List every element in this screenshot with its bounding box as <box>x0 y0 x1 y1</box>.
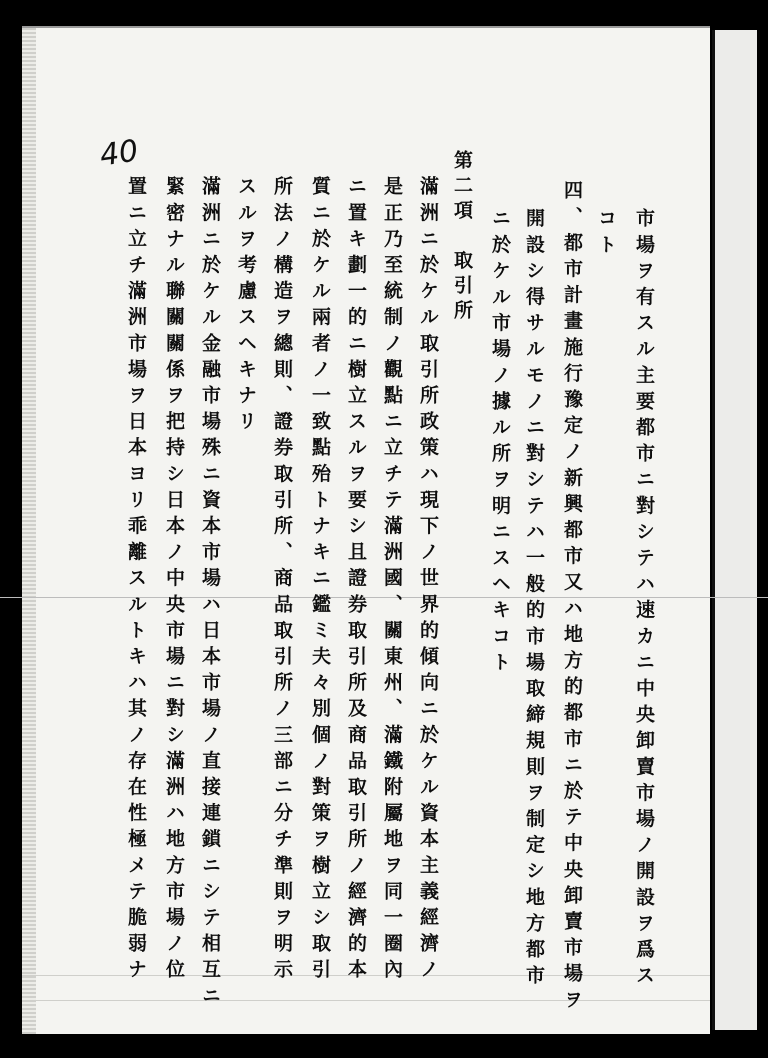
text-column-3: 四、都市計畫施行豫定ノ新興都市又ハ地方的都市ニ於テ中央卸賣市場ヲ <box>561 180 583 1016</box>
text-column-14: 緊密ナル聯關關係ヲ把持シ日本ノ中央市場ニ對シ滿洲ハ地方市場ノ位 <box>163 176 185 986</box>
adjacent-page-edge <box>712 30 757 1030</box>
text-column-7: 滿洲ニ於ケル取引所政策ハ現下ノ世界的傾向ニ於ケル資本主義經濟ノ <box>417 176 439 986</box>
page-number: 40 <box>97 133 141 174</box>
text-column-4: 開設シ得サルモノニ對シテハ一般的市場取締規則ヲ制定シ地方都市 <box>523 208 545 991</box>
section-heading: 第二項 取引所 <box>451 150 473 325</box>
text-column-15: 置ニ立チ滿洲市場ヲ日本ヨリ乖離スルトキハ其ノ存在性極メテ脆弱ナ <box>125 176 147 986</box>
text-column-12: スルヲ考慮スヘキナリ <box>235 176 257 437</box>
text-column-8: 是正乃至統制ノ觀點ニ立チテ滿洲國、關東州、滿鐵附屬地ヲ同一圈內 <box>381 176 403 986</box>
text-column-11: 所法ノ構造ヲ總則、證券取引所、商品取引所ノ三部ニ分チ準則ヲ明示 <box>271 176 293 986</box>
text-column-13: 滿洲ニ於ケル金融市場殊ニ資本市場ハ日本市場ノ直接連鎖ニシテ相互ニ <box>199 176 221 1012</box>
text-column-10: 質ニ於ケル兩者ノ一致點殆トナキニ鑑ミ夫々別個ノ對策ヲ樹立シ取引 <box>309 176 331 986</box>
text-column-2: コト <box>595 208 617 261</box>
text-column-1: 市場ヲ有スル主要都市ニ對シテハ速カニ中央卸賣市場ノ開設ヲ爲ス <box>633 208 655 991</box>
text-column-9: ニ置キ劃一的ニ樹立スルヲ要シ且證券取引所及商品取引所ノ經濟的本 <box>345 176 367 986</box>
text-column-5: ニ於ケル市場ノ據ル所ヲ明ニスヘキコト <box>489 208 511 678</box>
bottom-rule-2 <box>22 1000 710 1001</box>
